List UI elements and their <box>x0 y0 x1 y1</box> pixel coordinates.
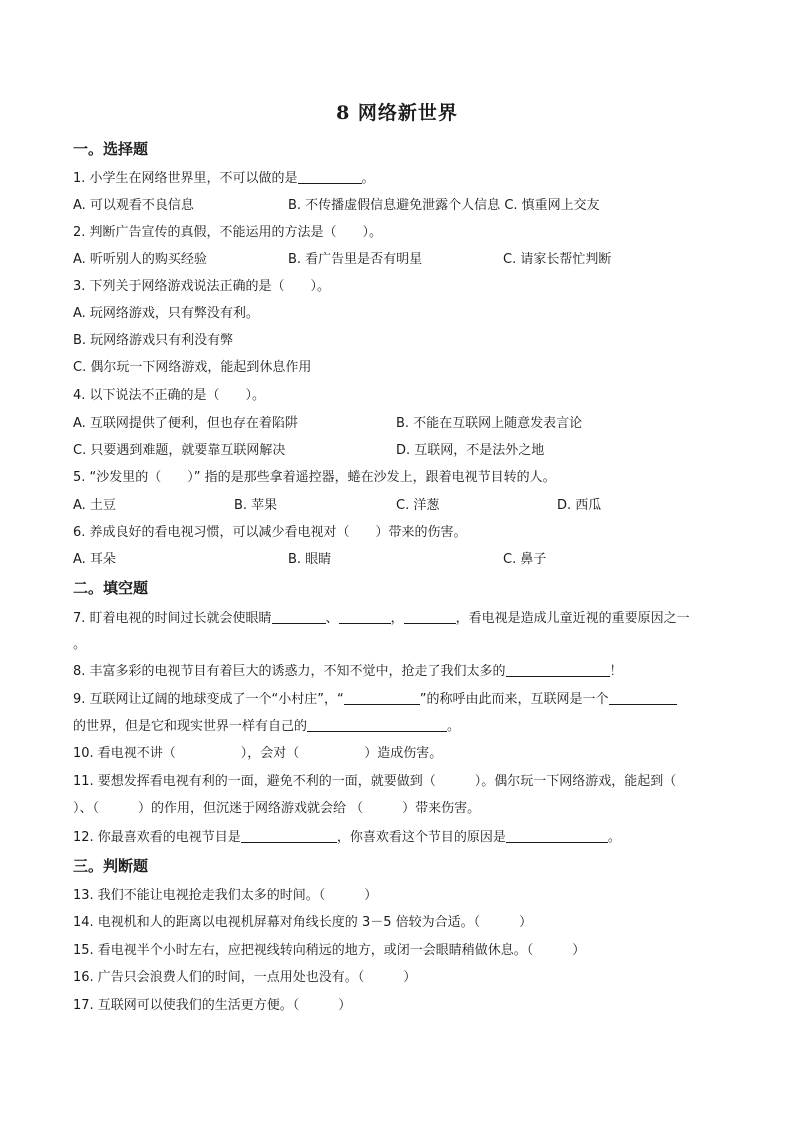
question-4: 4. 以下说法不正确的是（ ）。 <box>73 388 266 403</box>
q6-option-a: A. 耳朵 <box>73 552 116 567</box>
answer-blank <box>506 662 610 677</box>
question-14: 14. 电视机和人的距离以电视机屏幕对角线长度的 3－5 倍较为合适。（ ） <box>73 915 533 930</box>
q5-option-b: B. 苹果 <box>234 498 278 513</box>
answer-blank <box>298 169 362 184</box>
q4-option-b: B. 不能在互联网上随意发表言论 <box>396 416 583 431</box>
question-6: 6. 养成良好的看电视习惯，可以减少看电视对（ ）带来的伤害。 <box>73 525 467 540</box>
answer-blank <box>344 690 420 705</box>
q3-option-c: C. 偶尔玩一下网络游戏，能起到休息作用 <box>73 360 312 375</box>
q1-option-b: B. 不传播虚假信息避免泄露个人信息 C. 慎重网上交友 <box>288 198 600 213</box>
q3-option-b: B. 玩网络游戏只有利没有弊 <box>73 333 234 348</box>
page-title: 8 网络新世界 <box>336 102 458 124</box>
question-11: 11. 要想发挥看电视有利的一面，避免不利的一面，就要做到（ ）。偶尔玩一下网络游戏，能起到（ <box>73 774 677 789</box>
question-16: 16. 广告只会浪费人们的时间，一点用处也没有。（ ） <box>73 970 417 985</box>
q4-option-a: A. 互联网提供了便利，但也存在着陷阱 <box>73 416 298 431</box>
section-fill-heading: 二。填空题 <box>73 579 149 597</box>
question-9-continued: 的世界，但是它和现实世界一样有自己的 。 <box>73 719 461 734</box>
q3-option-a: A. 玩网络游戏，只有弊没有利。 <box>73 306 259 321</box>
section-judge-heading: 三。判断题 <box>73 857 149 875</box>
question-15: 15. 看电视半个小时左右，应把视线转向稍远的地方，或闭一会眼睛稍做休息。（ ） <box>73 943 586 958</box>
q5-option-d: D. 西瓜 <box>557 498 602 513</box>
answer-blank <box>272 609 326 624</box>
question-8: 8. 丰富多彩的电视节目有着巨大的诱惑力，不知不觉中，抢走了我们太多的 ！ <box>73 664 623 679</box>
question-11-continued: ）、（ ）的作用，但沉迷于网络游戏就会给 （ ）带来伤害。 <box>73 801 481 816</box>
question-7: 7. 盯着电视的时间过长就会使眼睛 、 ， ，看电视是造成儿童近视的重要原因之一 <box>73 611 690 626</box>
question-9: 9. 互联网让辽阔的地球变成了一个“小村庄”，“ ”的称呼由此而来，互联网是一个 <box>73 690 677 710</box>
q5-option-a: A. 土豆 <box>73 498 116 513</box>
answer-blank <box>404 609 456 624</box>
q2-option-a: A. 听听别人的购买经验 <box>73 252 207 267</box>
q6-option-b: B. 眼睛 <box>288 552 332 567</box>
question-13: 13. 我们不能让电视抢走我们太多的时间。（ ） <box>73 888 378 903</box>
question-5: 5. “沙发里的（ ）” 指的是那些拿着遥控器，蜷在沙发上，跟着电视节目转的人。 <box>73 470 556 485</box>
question-7-continued: 。 <box>73 637 87 652</box>
question-12: 12. 你最喜欢看的电视节目是 ，你喜欢看这个节目的原因是 。 <box>73 830 621 845</box>
question-10: 10. 看电视不讲（ ），会对（ ）造成伤害。 <box>73 746 443 761</box>
section-choice-heading: 一。选择题 <box>73 140 149 158</box>
answer-blank <box>241 828 337 843</box>
answer-blank <box>339 609 391 624</box>
q1-option-a: A. 可以观看不良信息 <box>73 198 194 213</box>
answer-blank <box>307 717 447 732</box>
question-2: 2. 判断广告宣传的真假，不能运用的方法是（ ）。 <box>73 225 383 240</box>
q2-option-c: C. 请家长帮忙判断 <box>503 252 612 267</box>
question-1: 1. 小学生在网络世界里，不可以做的是 。 <box>73 171 375 186</box>
q4-option-d: D. 互联网，不是法外之地 <box>396 443 545 458</box>
answer-blank <box>609 690 677 705</box>
question-3: 3. 下列关于网络游戏说法正确的是（ ）。 <box>73 279 331 294</box>
question-17: 17. 互联网可以使我们的生活更方便。（ ） <box>73 998 352 1013</box>
q4-option-c: C. 只要遇到难题，就要靠互联网解决 <box>73 443 286 458</box>
answer-blank <box>506 828 608 843</box>
q6-option-c: C. 鼻子 <box>503 552 547 567</box>
q5-option-c: C. 洋葱 <box>396 498 440 513</box>
q2-option-b: B. 看广告里是否有明星 <box>288 252 423 267</box>
